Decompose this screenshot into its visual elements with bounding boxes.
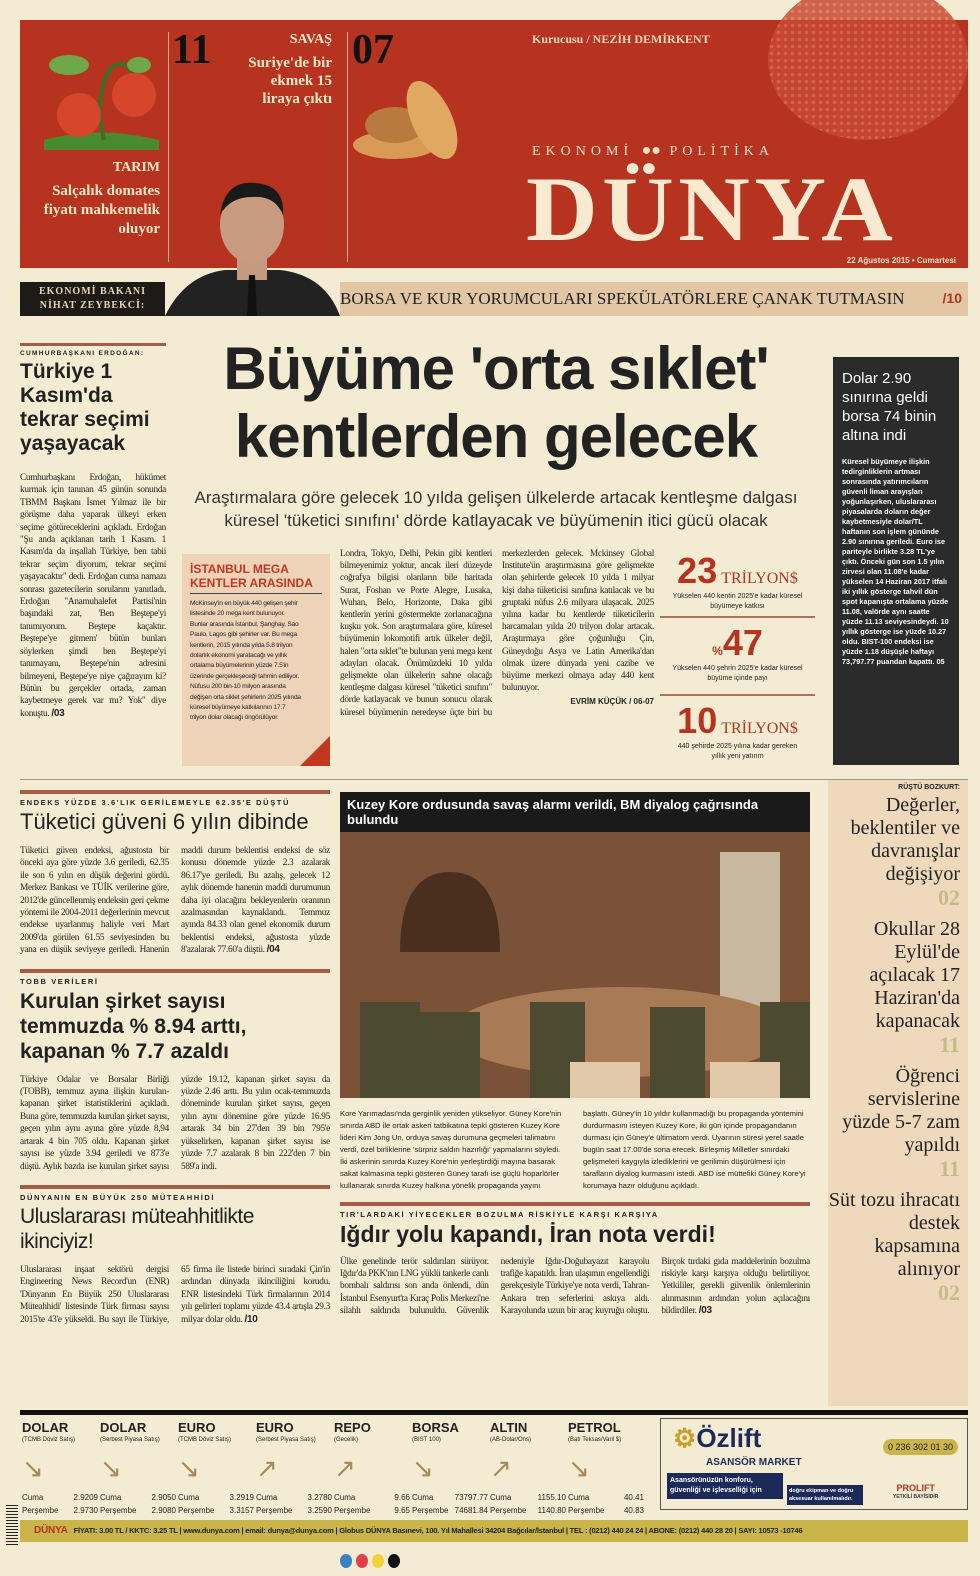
issue-date: 22 Ağustos 2015 • Cumartesi <box>846 256 956 265</box>
tagline-dots-icon: ●● <box>641 142 661 159</box>
right-column <box>828 780 968 1406</box>
globe-graphic <box>768 0 968 140</box>
tarim-kicker: TARIM <box>112 160 160 175</box>
tobb-headline: Kurulan şirket sayısı temmuzda % 8.94 arttı, kapanan % 7.7 azaldı <box>20 989 247 1063</box>
market-box-body: Küresel büyümeye ilişkin tedirginliklerin artması sonrasında yatırımcıların güvenli liman arayışları yoğunlaşırken, uluslararası piyasalarda doların değer kaybetmesiyle dolar/TL haftanın son işlem gününde 2.90 sınırına geriledi. Euro ise pariteyle birlikte 3.28 TL'ye çıktı. Önceki gün son 1.5 yılın zirvesi olan 11.08'e kadar yükselen 14 Haziran 2017 itfalı iki yıllık gösterge tahvil dün spot kapanışta ortalama yüzde 11.08, valörde aynı saatte yüzde 11.13 seviyesindeydi. 10 yıllık gösterge ise yüzde 10.27 oldu. BIST-100 endeksi ise yüzde 1.18 düşüşle haftayı 73,797.77 puandan kapattı. 05 <box>842 457 949 666</box>
friday-value: 9.66 <box>394 1493 410 1502</box>
barcode <box>6 1505 18 1545</box>
founder-line: Kurucusu / NEZİH DEMİRKENT <box>532 32 710 46</box>
trend-down-arrow-icon: ↘ <box>100 1453 122 1483</box>
contractors-kicker: DÜNYANIN EN BÜYÜK 250 MÜTEAHHİDİ <box>20 1192 216 1202</box>
minister-photo <box>165 175 340 316</box>
left-story-body: Cumhurbaşkanı Erdoğan, hükümet kurmak için tanınan 45 günün sonunda TBMM Başkanı İsmet Yılmaz ile bir görüşme daha yaparak ülkeyi erken seçime götüreceklerini açıkladı. Erdoğan "Şu anda açıklanan tarih 1 Kasım. 1 Kasım'da da inşallah Türkiye, ben tabii tekrar seçim diyorum, tekrar seçimi yaşayacaktır" dedi. Erdoğan cuma namazı sonrası gazetecilerin sorularını yanıtladı. Erdoğan "Anamuhalefet Partisi'nin başındaki zat, 'Ben Beştepe'yi tanımıyorum. Beştepe kaçaktır. Beştepe'ye gitmem' bütün bunları söylerken şimdi ben Beştepe'yi tanımayanı, Beştepe'nin adresini bilmeyeni, Beştepe'ye niye çağırayım ki? Bütün bu gerçekler ortada, zaman kaybetmeye gerek var mı? Yok" diye konuştu. /03 <box>20 473 166 719</box>
quote-text: BORSA VE KUR YORUMCULARI SPEKÜLATÖRLERE ÇANAK TUTMASIN <box>340 289 905 308</box>
contractors-story[interactable] <box>20 1185 330 1326</box>
korea-body: Kore Yarımadası'nda gerginlik yeniden yükseliyor. Güney Kore'nin sınırda ABD ile ortak askeri tatbikatına tepki gösteren Kuzey Kore lideri Kim Jong Un, orduya savaş durumuna geçmeleri talimatını verdi, özel birliklerine 'sürpriz saldırı hazırlığı' yapmalarını söyledi. İki askerinin sınırda Kuzey Kore'nin yerleştirdiği mayına basarak sakat kalmasına tepki gösteren Güney tarafı ise güçlü hoparlörler kullanarak sınırda Kuzey halkına yönelik propaganda yayını başlattı. Güney'in 10 yıldır kullanmadığı bu propaganda yöntemini durdurmasını isteyen Kuzey Kore, iki gün içinde propagandanın durması için Güney'e ültimatom verdi. Uyarının süresi yerel saatle bugün saat 17.00'de sona erecek. Birleşmiş Milletler sınırdaki gelişmeleri kaygıyla izlediklerini ve gerilimin düşürülmesi için tarafların diyalog kurmasını istedi. ABD ise müttefiki Güney Kore'yi korumaya hazır olduğunu açıkladı. <box>340 1109 806 1190</box>
market-box-headline: Dolar 2.90 sınırına geldi borsa 74 binin altına indi <box>842 370 937 444</box>
igdir-kicker: TIR'LARDAKİ YİYECEKLER BOZULMA RİSKİYLE KARŞI KARŞIYA <box>340 1210 659 1219</box>
left-story[interactable] <box>20 343 166 720</box>
dunya-logo[interactable]: DÜNYA <box>526 158 898 260</box>
infobox-corner <box>300 736 330 766</box>
ad-slogan: Asansörünüzün konforu, güvenliği ve işlevselliği için <box>667 1473 783 1499</box>
meeting-room-photo <box>340 832 810 1098</box>
consumer-headline: Tüketici güveni 6 yılın dibinde <box>20 809 309 834</box>
igdir-headline: Iğdır yolu kapandı, İran nota verdi! <box>340 1221 716 1247</box>
trend-down-arrow-icon: ↘ <box>568 1453 590 1483</box>
igdir-body: Ülke genelinde terör saldırıları sürüyor. Iğdır'da PKK'nın LNG yüklü tankerle canlı bombalı saldırısı son anda önlendi, dün İstanbul Esenyurt'ta Kıraç Polis Merkezi'ne silahlı saldırıda bulunuldu. Güvenlik nedeniyle Iğdır-Doğubayazıt karayolu trafiğe kapatıldı. İran ulaşımın engellendiği gerekçesiyle Türkiye'ye nota verdi, Tahran-Ankara tren seferlerini askıya aldı. Karayolunda uzun bir araç kuyruğu oluştu. Birçok tırdaki gıda maddelerinin bozulma riskiyle karşı karşıya olduğu belirtiliyor. Yetkililer, gerekli güvenlik önlemlerinin alınmasının ardından yolun açılacağını bildirdiler. /03 <box>340 1257 810 1316</box>
lead-byline: EVRİM KÜÇÜK / 06-07 <box>570 697 654 707</box>
market-item: PETROL (Batı Teksas/Varil $) ↘ Cuma 40.41 Perşembe 40.83 <box>568 1420 644 1515</box>
thursday-value: 2.9080 <box>151 1506 176 1515</box>
market-name: EURO <box>256 1420 294 1435</box>
contractors-body: Uluslararası inşaat sektörü dergisi Engineering News Record'un (ENR) 'Dünyanın En Büyük 250 Uluslararası Müteahhidi' listesinde Türk firması sayısı 2015'te 43'e yükseldi. Bu sayı ile Türkiye, 65 firma ile listede birinci sıradaki Çin'in ardından dünyada ikinciliğini korudu. ENR listesindeki Türk firmalarının 2014 yılı gelirleri toplamı yüzde 43.4 artışla 29.3 milyar dolar oldu. /10 <box>20 1264 330 1325</box>
consumer-story[interactable] <box>20 790 330 957</box>
market-item: EURO (Serbest Piyasa Satış) ↗ Cuma 3.2780 Perşembe 3.2590 <box>256 1420 332 1515</box>
friday-value: 1155.10 <box>537 1493 566 1502</box>
friday-value: 3.2780 <box>307 1493 332 1502</box>
friday-value: 73797.77 <box>454 1493 488 1502</box>
lead-deck: Araştırmalara göre gelecek 10 yılda gelişen ülkelerde artacak kentleşme dalgası küresel 'tüketici sınıfını' dörde katlayacak ve büyümenin itici gücü olacak <box>194 488 798 530</box>
consumer-body: Tüketici güven endeksi, ağustosta bir önceki aya göre yüzde 3.6 geriledi, 62.35 ile son 6 yılın en düşük değerini gördü. Merkez Bankası ve TÜİK verilerine göre, 2012'de güncellenmiş endeksin geri çekme yöntemi ile 2004-2011 değerlerinin mevcut endekse uyarlanmış haliyle veri Mart 2009'da görülen 61.55 seviyesinden bu yana en düşük seviyeye geriledi. Hanenin maddi durum beklentisi endeksi de söz konusu dönemde yüzde 2.3 azalarak 86.17'ye geriledi. Bu azalış, gelecek 12 aylık dönemde hanenin maddi durumunun daha iyi olacağını bekleyenlerin oranının azalmasından kaynaklandı. Temmuz ayında 84.33 olan genel ekonomik durum beklentisi endeksi, ağustosta yüzde 8'azalarak 77.60'a düştü. /04 <box>20 846 330 956</box>
right-item[interactable]: Değerler, beklentiler ve davranışlar değişiyor 02 <box>850 794 960 910</box>
market-item: ALTIN (AB-Dolar/Ons) ↗ Cuma 1155.10 Perşembe 1140.80 <box>490 1420 566 1515</box>
bread-illustration <box>350 75 470 170</box>
savas-teaser[interactable] <box>242 32 332 108</box>
market-source: (Batı Teksas/Varil $) <box>568 1437 622 1443</box>
right-item[interactable]: Öğrenci servislerine yüzde 5-7 zam yapıldı 11 <box>842 1065 960 1181</box>
tagline: EKONOMİ ●● POLİTİKA <box>532 142 774 159</box>
stat-3: 10 TRİLYON$ 440 şehirde 2025 yılına kadar gereken yıllık yeni yatırım <box>677 700 798 760</box>
ad-sub: ASANSÖR MARKET <box>706 1457 802 1468</box>
registration-dots <box>340 1554 400 1573</box>
market-source: (Serbest Piyasa Satış) <box>100 1437 160 1443</box>
tomato-plant-illustration <box>34 40 164 150</box>
lead-headline-line2: kentlerden gelecek <box>234 403 758 470</box>
market-name: DOLAR <box>100 1420 147 1435</box>
friday-value: 2.9050 <box>151 1493 176 1502</box>
market-name: REPO <box>334 1420 371 1435</box>
markets-rule <box>20 1410 968 1415</box>
trend-up-arrow-icon: ↗ <box>490 1453 512 1483</box>
infobox-title: İSTANBUL MEGA KENTLER ARASINDA <box>190 562 322 594</box>
tobb-kicker: TOBB VERİLERİ <box>20 976 99 986</box>
friday-value: 2.9209 <box>73 1493 98 1502</box>
market-news-box[interactable] <box>833 357 959 765</box>
market-source: (TCMB Döviz Satış) <box>22 1437 76 1443</box>
footer-bar <box>20 1520 968 1542</box>
right-item[interactable]: Süt tozu ihracatı destek kapsamına alınıyor 02 <box>828 1189 960 1305</box>
friday-value: 40.41 <box>623 1493 644 1502</box>
bread-page-number: 07 <box>352 27 394 73</box>
divider <box>20 779 968 780</box>
infobox <box>182 554 330 766</box>
trend-down-arrow-icon: ↘ <box>178 1453 200 1483</box>
left-story-kicker: CUMHURBAŞKANI ERDOĞAN: <box>20 350 145 357</box>
trend-down-arrow-icon: ↘ <box>22 1453 44 1483</box>
friday-value: 3.2919 <box>229 1493 254 1502</box>
thursday-value: 1140.80 <box>537 1506 566 1515</box>
savas-headline: Suriye'de bir ekmek 15 liraya çıktı <box>248 55 332 107</box>
market-item: DOLAR (Serbest Piyasa Satış) ↘ Cuma 2.9050 Perşembe 2.9080 <box>100 1420 176 1515</box>
market-source: (BIST 100) <box>412 1437 441 1443</box>
stat-1: 23 TRİLYON$ Yükselen 440 kentin 2025'e kadar küresel büyümeye katkısı <box>660 550 815 618</box>
thursday-value: 74681.84 <box>454 1506 488 1515</box>
stat-2: %47 Yükselen 440 şehrin 2025'e kadar küresel büyüme içinde payı <box>660 618 815 696</box>
masthead <box>20 20 968 268</box>
ozlift-logo: ⚙Özlift <box>673 1423 762 1453</box>
thursday-value: 3.2590 <box>307 1506 332 1515</box>
lead-headline[interactable] <box>176 335 816 471</box>
korea-headline: Kuzey Kore ordusunda savaş alarmı verildi, BM diyalog çağrısında bulundu <box>340 792 810 832</box>
right-item[interactable]: Okullar 28 Eylül'de açılacak 17 Haziran'da kapanacak 11 <box>869 918 960 1057</box>
tobb-story[interactable] <box>20 969 330 1173</box>
left-story-headline: Türkiye 1 Kasım'da tekrar seçimi yaşayacak <box>20 360 150 455</box>
igdir-story[interactable] <box>340 1202 810 1317</box>
market-name: PETROL <box>568 1420 621 1435</box>
lead-headline-line1: Büyüme 'orta sıklet' <box>223 335 769 402</box>
market-source: (Gecelik) <box>334 1437 359 1443</box>
footer-text: FİYATI: 3.00 TL / KKTC: 3.25 TL | www.dunya.com | email: dunya@dunya.com | Globus DÜNYA Basınevi, 100. Yıl Mahallesi 34204 Bağcılar/İstanbul | TEL : (0212) 440 24 24 | ABONE: (0212) 440 28 20 | SAYI: 10573 -10746 <box>73 1526 803 1535</box>
infobox-body: McKinsey'in en büyük 440 gelişen şehir listesinde 20 mega kent bulunuyor. Bunlar arasında İstanbul, Şanghay, Sao Paulo, Lagos gibi şehirler var. Bu mega kentlerin, 2015 yılında yılda 5.8 trilyon dolarlık ekonomi yaratacağı ve yıllık ortalama büyümelerinin yüzde 7.5'in üzerinde gerçekleşeceği tahmin ediliyor. Nüfusu 200 bin-10 milyon arasında değişen orta siklet şehirlerin 2025 yılında küresel büyümeye katkılarının 17.7 trilyon dolar olacağı öngörülüyor. <box>190 600 301 722</box>
quote-bar[interactable] <box>340 282 968 316</box>
market-name: ALTIN <box>490 1420 528 1435</box>
thursday-value: 3.3157 <box>229 1506 254 1515</box>
market-item: EURO (TCMB Döviz Satış) ↘ Cuma 3.2919 Perşembe 3.3157 <box>178 1420 254 1515</box>
trend-up-arrow-icon: ↗ <box>256 1453 278 1483</box>
market-item: REPO (Gecelik) ↗ Cuma 9.66 Perşembe 9.65 <box>334 1420 410 1515</box>
market-name: EURO <box>178 1420 216 1435</box>
quote-speaker: EKONOMİ BAKANI NİHAT ZEYBEKCİ: <box>20 282 165 316</box>
stats-panel <box>660 550 815 762</box>
market-name: DOLAR <box>22 1420 69 1435</box>
middle-lower-column <box>340 792 810 1317</box>
savas-page-number: 11 <box>172 27 212 73</box>
market-source: (TCMB Döviz Satış) <box>178 1437 232 1443</box>
ad-phone: 0 236 302 01 30 <box>883 1439 958 1455</box>
market-item: DOLAR (TCMB Döviz Satış) ↘ Cuma 2.9209 Perşembe 2.9730 <box>22 1420 98 1515</box>
market-source: (AB-Dolar/Ons) <box>490 1437 532 1443</box>
ad-slogan2: doğru ekipman ve doğru aksesuar kullanılmalıdır. <box>787 1485 863 1505</box>
ozlift-ad[interactable] <box>660 1418 968 1510</box>
tarim-headline: Salçalık domates fiyatı mahkemelik oluyor <box>43 183 160 237</box>
lead-body: Londra, Tokyo, Delhi, Pekin gibi kentleri bilmeyenimiz yoktur, ancak ileri düzeyde coğrafya bilgisi olanların bile haritada Surat, Foshan ve Porte Alegre, Lusaka, Wuhan, Belo, Horizonte, Daka gibi kentlerin yerini göstermekte zorlanacağına kuşku yok. Son araştırmalara göre, küresel büyümenin lokomotifi artık ülkeler değil, halen "orta sıklet"te bulunan yeni mega kent adayları olacak. Önümüzdeki 10 yılda gelişmekte olan ülkelerin sahne olacağı kentleşme dalgası küresel "tüketici sınıfını" dörde katlayacak ve bunun sonucu olarak küresel büyümenin neredeyse üçte biri bu merkezlerden gelecek. Mckinsey Global Institute'ün araştırmasına göre gelişmekte olan şehirlerde gelecek 10 yılda 1 milyar kişi daha tüketicisi sınıfına katılacak ve bu gruptaki nüfus 2.6 milyara ulaşacak. 2025 yılına kadar bu kentlerde tüketicilerin harcamaları yılda 20 trilyon dolar artacak. Araştırmaya göre çoğunluğu Çin, Güneydoğu Asya ve Latin Amerika'dan olmak üzere dünyada yeni cazibe ve büyüme merkezi olmaya aday 440 kent bulunuyor. EVRİM KÜÇÜK / 06-07 <box>340 549 654 718</box>
thursday-value: 40.83 <box>623 1506 644 1515</box>
contractors-headline: Uluslararası müteahhitlikte ikinciyiz! <box>20 1204 254 1253</box>
trend-up-arrow-icon: ↗ <box>334 1453 356 1483</box>
tarim-teaser[interactable] <box>20 160 160 239</box>
market-name: BORSA <box>412 1420 459 1435</box>
korea-photo[interactable] <box>340 792 810 1098</box>
right-kicker: RÜŞTÜ BOZKURT: <box>898 784 960 791</box>
trend-down-arrow-icon: ↘ <box>412 1453 434 1483</box>
market-source: (Serbest Piyasa Satış) <box>256 1437 316 1443</box>
quote-page: /10 <box>942 290 962 306</box>
prolift-logo: PROLIFT YETKİLİ BAYİSİDİR <box>893 1483 939 1500</box>
savas-kicker: SAVAŞ <box>289 32 332 47</box>
left-lower-column <box>20 790 330 1326</box>
market-item: BORSA (BIST 100) ↘ Cuma 73797.77 Perşembe 74681.84 <box>412 1420 488 1515</box>
thursday-value: 9.65 <box>394 1506 410 1515</box>
consumer-kicker: ENDEKS YÜZDE 3.6'LIK GERİLEMEYLE 62.35'E DÜŞTÜ <box>20 798 290 807</box>
footer-logo: DÜNYA <box>34 1525 68 1536</box>
tobb-body: Türkiye Odalar ve Borsalar Birliği (TOBB), temmuz ayına ilişkin kurulan-kapanan şirket istatistiklerini açıkladı. Buna göre, temmuzda kurulan şirket sayısı, geçen yılın aynı ayına göre yüzde 8,94 artarak 4 bin 705 oldu. Kapanan şirket sayısı ise yüzde 3.94 geriledi ve 873'e düştü. Aylık bazda ise kurulan şirket sayısı yüzde 19.12, kapanan şirket sayısı da yüzde 2.46 arttı. Bu yılın ocak-temmuzda döneminde kurulan şirket sayısı, geçen yılın aynı dönemine göre yüzde 16.95 artarak 34 bin 27'den 39 bin 795'e yükselirken, kapanan şirket sayısı ise yüzde 7.7 azalarak 8 bin 222'den 7 bin 589'a indi. <box>20 1074 330 1172</box>
thursday-value: 2.9730 <box>73 1506 98 1515</box>
